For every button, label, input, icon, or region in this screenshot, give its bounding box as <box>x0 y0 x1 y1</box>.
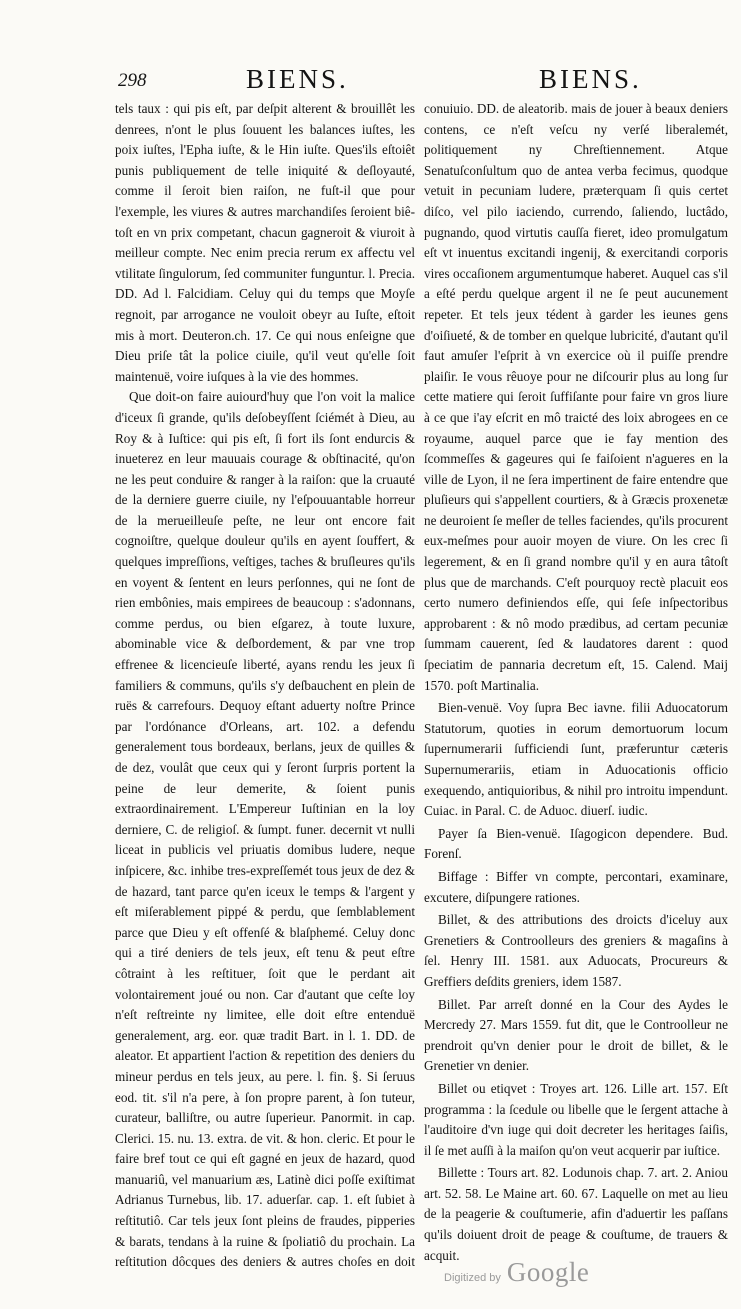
page-header <box>0 64 741 98</box>
entry-billet-etiquet: Billet ou etiqvet : Troyes art. 126. Lille art. 157. Eſt programma : la ſcedule ou libelle que le ſergent attache à l'auditoire d'vn iuge qui doit decreter les heritages ſaiſis, il ſe met auſſi à la maiſon qu'on veut acquerir par iuſtice. <box>424 1080 728 1158</box>
left-paragraph-1: tels taux : qui pis eſt, par deſpit alterent & brouillêt les denrees, n'ont le plus ſouuent les balances iuſtes, les poix iuſtes, l'Epha iuſte, & le Hin iuſte. Ques'ils eſtoiêt punis publiquement de telle iniquité & deſloyauté, comme il ſeroit bien raiſon, ne fuſt-il que pour l'exemple, les viures & autres marchandiſes ſeroient biê-toſt en vn prix competant, chacun gagneroit & viuroit à meilleur compte. Nec enim precia rerum ex affectu vel vtilitate ſingulorum, ſed communiter funguntur. l. Precia. DD. Ad l. Falcidiam. Celuy qui du temps que Moyſe regnoit, par arrogance ne vouloit obeyr au Iuſte, eſtoit mis à mort. Deuteron.ch. 17. Ce qui nous enſeigne que Dieu priſe tât la police ciuile, qu'il veut qu'elle ſoit maintenuë, voire iuſques à la vie des hommes. <box>115 101 415 384</box>
running-head-left: BIENS. <box>246 64 349 94</box>
page-number: 298 <box>118 70 147 91</box>
left-column <box>115 99 415 1269</box>
google-logo: Google <box>506 1257 590 1287</box>
running-head-right: BIENS. <box>539 64 642 94</box>
entry-billet-arrest: Billet. Par arreſt donné en la Cour des Aydes le Mercredy 27. Mars 1559. fut dit, que le Controolleur ne prendroit qu'vn denier pour le droit de billet, & le Grenetier vn denier. <box>424 996 728 1074</box>
entry-billet-attributions: Billet, & des attributions des droicts d'iceluy aux Grenetiers & Controolleurs des greniers & magaſins à ſel. Henry III. 1581. aux Aduocats, Procureurs & Greffiers deſdits greniers, idem 1587. <box>424 912 728 989</box>
digitized-by-google-watermark <box>444 1257 589 1288</box>
entry-bien-venue: Bien-venuë. Voy ſupra Bec iavne. filii Aduocatorum Statutorum, quoties in eorum demortuorum locum ſupernumerarii ſufficiendi ſunt, præferuntur cæteris Supernumerariis, etiam in Aduocationis officio exequendo, antiquioribus, & nihil pro introitu impendunt. Cuiac. in Paral. C. de Aduoc. diuerſ. iudic. <box>424 700 728 819</box>
entry-biffage: Biffage : Biffer vn compte, percontari, examinare, excutere, diſpungere rationes. <box>424 868 728 905</box>
entry-payer-bien-venue: Payer ſa Bien-venuë. Iſagogicon dependere. Bud. Forenſ. <box>424 825 728 862</box>
entry-billette: Billette : Tours art. 82. Lodunois chap. 7. art. 2. Aniou art. 52. 58. Le Maine art. 60. 67. Laquelle on met au lieu de la peagerie & couſtumerie, afin d'aduertir les paſſans qu'ils doiuent droit de peage & couſtume, de trauers & acquit. <box>424 1165 728 1263</box>
right-column <box>424 99 728 1269</box>
left-paragraph-2: Que doit-on faire auiourd'huy que l'on voit la malice d'iceux ſi grande, qu'ils deſobeyſſent ſciémét à Dieu, au Roy & à Iuſtice: qui pis eſt, ſi fort ils ſont endurcis & inueterez en leur mauuais courage & obſtinacité, qu'on ne les peut conduire & ranger à la raiſon: que la cruauté de la derniere guerre ciuile, ny l'eſpouuantable horreur de la merueilleuſe peſte, ne leur ont encore fait cognoiſtre, quelque douleur qu'ils en ayent ſouffert, & quelques impreſſions, veſtiges, taches & bruſleures qu'ils en voyent & ſentent en leurs perſonnes, qui ne ſont de rien embônies, mais empirees de beaucoup : s'adonnans, comme perdus, ou bien eſgarez, à toute luxure, abominable vice & deſbordement, & par vne trop effrenee & licencieuſe liberté, ayans rendu les jeux ſi familiers & communs, qu'ils s'y deſbauchent en plein de ruës & carrefours. Dequoy eſtant aduerty noſtre Prince par l'ordónance d'Orleans, art. 102. a defendu generalement tous bordeaux, berlans, jeux de quilles & de dez, voulât que ceux qui y ſeront ſurpris portent la peine de leur demerite, & ſoient punis extraordinairement. L'Empereur Iuſtinian en la loy derniere, C. de religioſ. & ſumpt. funer. decernit vt nulli liceat in publicis vel priuatis domibus ludere, neque inſpicere, &c. inhibe tres-expreſſemét tous jeux de dez & de hazard, tant parce qu'en iceux le temps & l'argent y eſt miſerablement pippé & perdu, que ſemblablement parce que Dieu y eſt offenſé & blaſphemé. Celuy donc qui a tiré deniers de tels jeux, eſt tenu & peut eſtre côtraint à les reſtituer, ſoit que le perdant ait volontairement joué ou non. Car d'autant que ceſte loy n'eſt reſtreinte ny limitee, elle doit eſtre entenduë generalement, arg. eor. quæ tradit Bart. in l. 1. DD. de aleator. Et appartient l'action & repetition des deniers du mineur perdus en tels jeux, au pere. l. fin. §. Si ſeruus eod. tit. s'il n'a pere, à ſon propre parent, à ſon tuteur, curateur, balliſtre, ou autre ſuperieur. Panormit. in cap. Clerici. 15. nu. 13. extra. de vit. & hon. cleric. Et pour le faire bref tout ce qui eſt gagné en jeux de hazard, quod manuariû, vel manuarium æs, Latinè dici poſſe exiſtimat Adrianus Turnebus, lib. 17. aduerſar. cap. 1. eſt ſubiet à reſtitutiô. Car tels jeux ſont pleins de fraudes, pipperies & barats, tendans à la ruine & ſpoliatiô du prochain. La reſtitution dôcques des deniers & autres choſes en doit <box>115 389 415 1269</box>
right-paragraph-1: conuiuio. DD. de aleatorib. mais de jouer à beaux deniers contens, ce n'eſt veſcu ny verſé liberalemét, politiquement ny Chreſtiennement. Atque Senatuſconſultum quo de antea verba fecimus, quodque vetuit in pecuniam ludere, præterquam ſi quis certet diſco, vel pilo iaciendo, currendo, ſaliendo, luctâdo, pugnando, quod virtutis cauſſa fieret, ideo promulgatum eſt vt inuentus excitandi ingenij, & exercitandi corporis vires occaſionem argumentumque haberet. Auquel cas s'il a eſté perdu quelque argent il ne ſe peut aucunement repeter. Et tels jeux tédent à garder les ieunes gens d'oiſiueté, & de tomber en quelque lubricité, d'autant qu'il faut amuſer l'eſprit à vn exercice où il puiſſe prendre plaiſir. Ie vous rêuoye pour ne diſcourir plus au long ſur cette matiere qui ſeroit ſuffiſante pour faire vn gros liure à ce que i'ay eſcrit en mô traicté des loix abrogees en ce royaume, auquel parce que ie fay mention des ſcommeſſes & gageures qui ſe faiſoient n'agueres en la ville de Lyon, il ne ſera impertinent de faire entendre que pluſieurs qui s'appellent courtiers, & à Græcis proxenetæ ne deuroient ſe meſler de telles faciendes, qu'ils procurent eux-meſmes pour auoir moyen de viure. On les crec ſi legerement, & en ſi grand nombre qu'il y en aura tâtoſt plus que de marchands. C'eſt pourquoy rectè placuit eos certo numero definiendos eſſe, qui ſeſe inſpectoribus approbarent : & nô modo prædibus, ad certam pecuniæ ſummam cauerent, ſed & laudatores darent : quod ſpeciatim de pannaria decretum eſt, 15. Calend. Maij 1570. poſt Martinalia. <box>424 101 728 693</box>
watermark-prefix: Digitized by <box>444 1272 501 1284</box>
